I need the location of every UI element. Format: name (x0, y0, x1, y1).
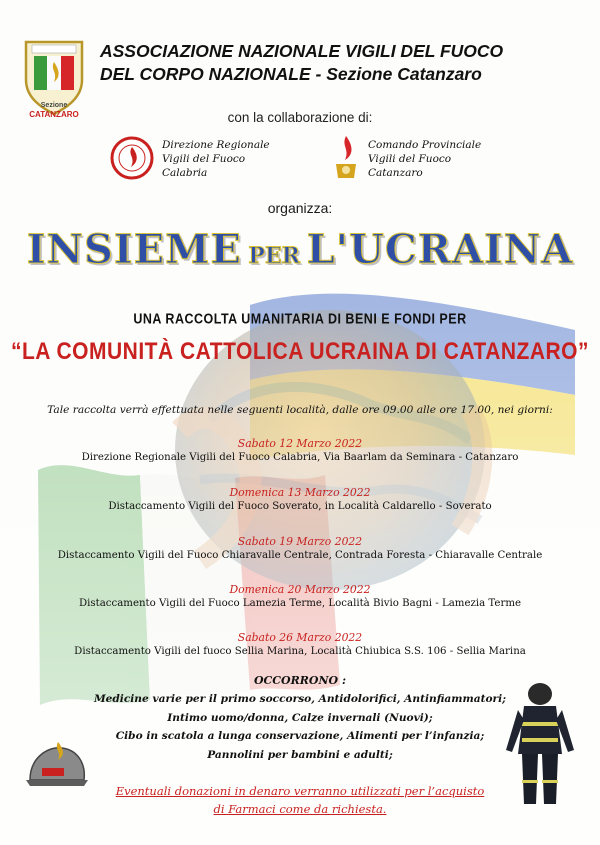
event-date: Domenica 13 Marzo 2022 (229, 486, 371, 499)
event-location: Distaccamento Vigili del fuoco Sellia Marina, Località Chiubica S.S. 106 - Sellia Marina (74, 646, 526, 657)
needs-item: Pannolini per bambini e adulti; (207, 748, 393, 761)
partner-regional-line-3: Calabria (162, 167, 208, 179)
regional-directorate-logo-icon (110, 136, 154, 180)
event-item (0, 535, 600, 561)
title-part-2: PER (248, 243, 301, 269)
firefighter-helmet-icon (22, 738, 92, 798)
needs-title: OCCORRONO : (253, 674, 347, 687)
partner-provincial (368, 138, 481, 180)
event-item (0, 437, 600, 463)
partner-regional-line-1: Direzione Regionale (162, 139, 270, 151)
partner-regional-line-2: Vigili del Fuoco (162, 153, 246, 165)
event-date: Domenica 20 Marzo 2022 (229, 583, 371, 596)
event-date: Sabato 26 Marzo 2022 (237, 631, 363, 644)
event-location: Distaccamento Vigili del Fuoco Soverato, in Località Caldarello - Soverato (108, 501, 492, 512)
organizza-label: organizza: (267, 200, 333, 216)
association-line-1: ASSOCIAZIONE NAZIONALE VIGILI DEL FUOCO (100, 41, 504, 61)
event-location: Distaccamento Vigili del Fuoco Lamezia Terme, Località Bivio Bagni - Lamezia Terme (78, 598, 522, 609)
event-item (0, 583, 600, 609)
event-date: Sabato 19 Marzo 2022 (237, 535, 363, 548)
title-part-3: L'UCRAINA (306, 226, 574, 273)
intro-text: Tale raccolta verrà effettuata nelle seguenti località, dalle ore 09.00 alle ore 17.00, nei giorni: (47, 404, 553, 416)
event-item (0, 631, 600, 657)
donation-line-1: Eventuali donazioni in denaro verranno utilizzati per l’acquisto (115, 784, 485, 798)
main-title (0, 226, 600, 273)
partner-regional (162, 138, 270, 180)
needs-item: Medicine varie per il primo soccorso, Antidolorifici, Antinfiammatori; (93, 693, 507, 705)
event-date: Sabato 12 Marzo 2022 (237, 437, 363, 450)
donation-note (60, 782, 540, 818)
association-title (100, 40, 503, 86)
event-item (0, 486, 600, 512)
needs-item: Cibo in scatola a lunga conservazione, Alimenti per l’infanzia; (115, 730, 485, 742)
partner-provincial-line-1: Comando Provinciale (368, 139, 482, 151)
partner-provincial-line-2: Vigili del Fuoco (368, 153, 452, 165)
provincial-command-logo-icon (330, 134, 362, 182)
title-part-1: INSIEME (26, 226, 242, 273)
subtitle: UNA RACCOLTA UMANITARIA DI BENI E FONDI PER (133, 310, 467, 328)
collaboration-label: con la collaborazione di: (227, 110, 373, 125)
crest-section-label: Sezione (40, 102, 68, 109)
community-title: “LA COMUNITÀ CATTOLICA UCRAINA DI CATANZARO” (10, 338, 590, 365)
event-location: Direzione Regionale Vigili del Fuoco Calabria, Via Baarlam da Seminara - Catanzaro (81, 452, 519, 463)
association-line-2: DEL CORPO NAZIONALE - Sezione Catanzaro (100, 64, 482, 84)
needs-item: Intimo uomo/donna, Calze invernali (Nuovi); (167, 711, 433, 724)
event-location: Distaccamento Vigili del Fuoco Chiaravalle Centrale, Contrada Foresta - Chiaravalle Centrale (57, 550, 543, 561)
firefighter-figure-icon (500, 680, 580, 810)
partner-provincial-line-3: Catanzaro (368, 167, 423, 179)
crest-city-label: CATANZARO (29, 110, 79, 119)
needs-list (60, 690, 540, 764)
donation-line-2: di Farmaci come da richiesta. (213, 802, 387, 816)
